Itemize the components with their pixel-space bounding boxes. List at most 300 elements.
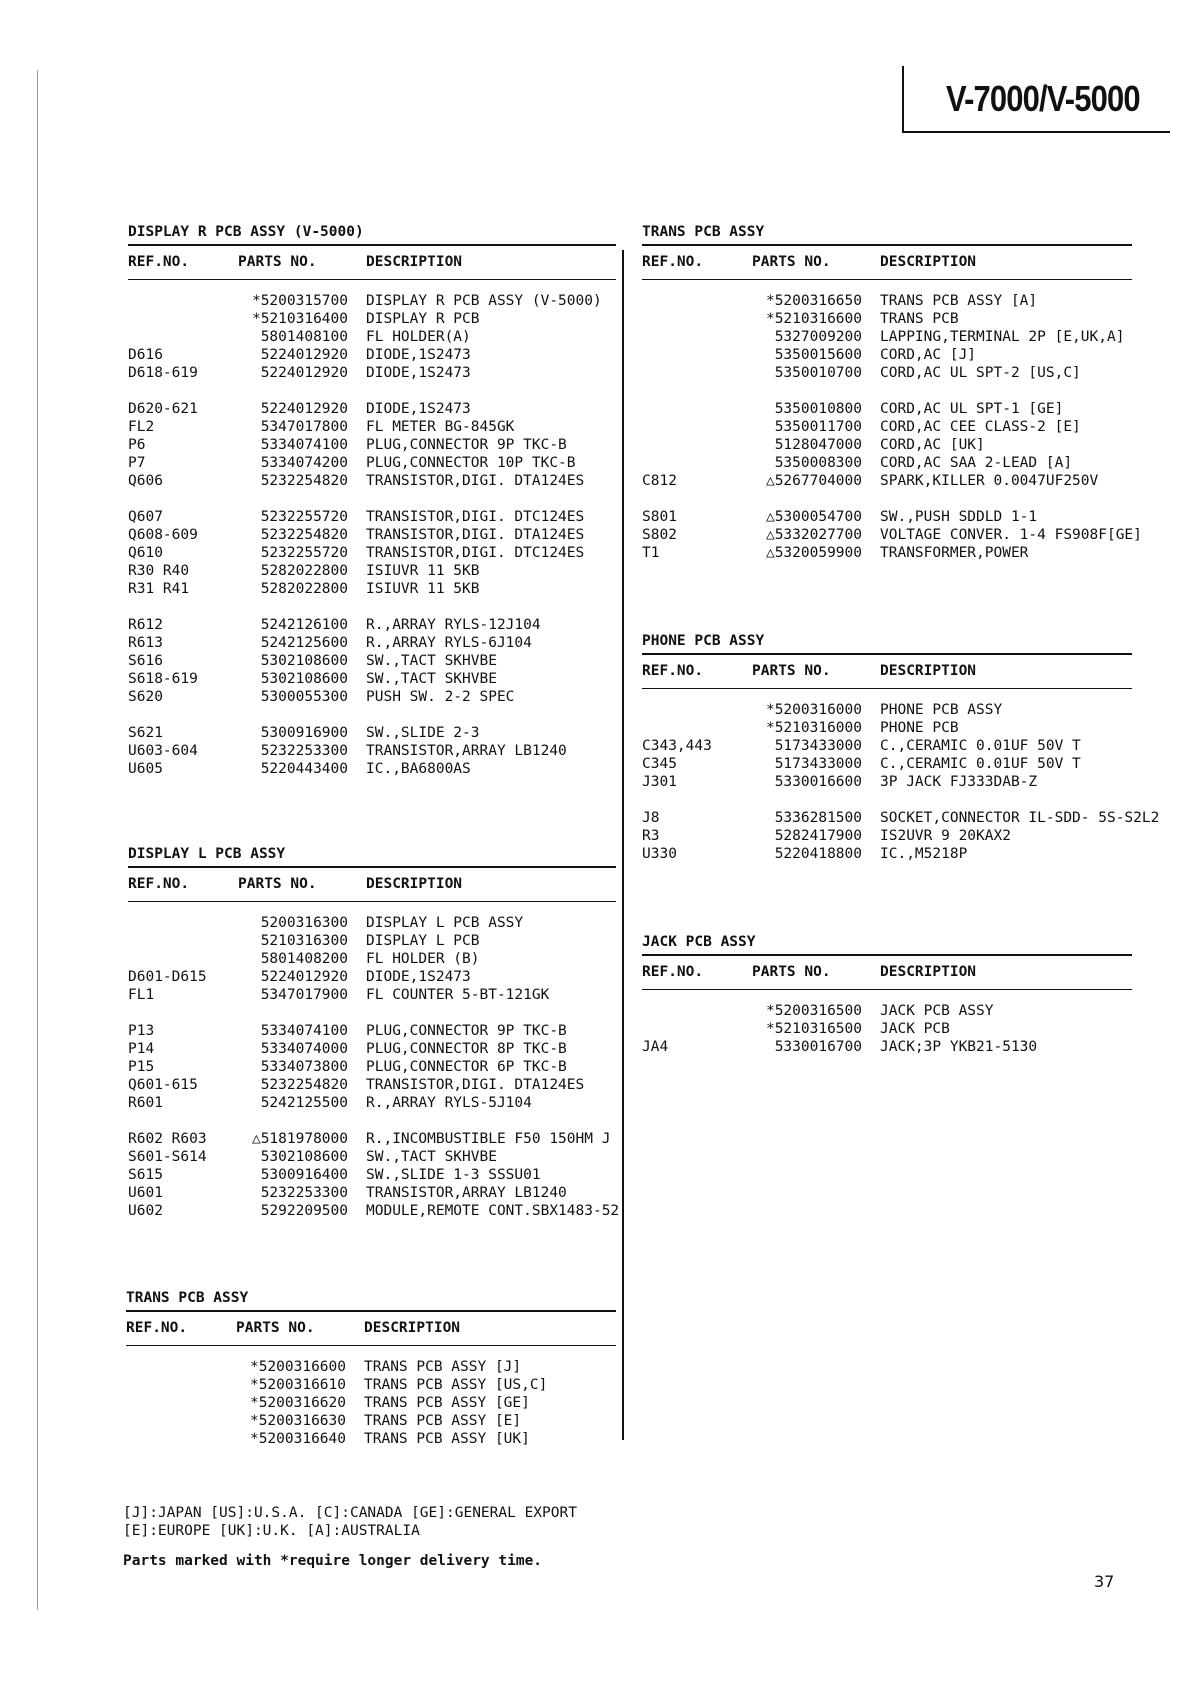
parts-no: *5200315700 bbox=[251, 293, 348, 309]
description: DIODE,1S2473 bbox=[366, 347, 471, 363]
parts-no: 5302108600 bbox=[260, 1149, 348, 1165]
table-row bbox=[128, 292, 616, 310]
table-row bbox=[128, 670, 616, 688]
section-title: PHONE PCB ASSY bbox=[642, 633, 765, 649]
jack-section bbox=[642, 930, 1132, 1056]
parts-no: 5336281500 bbox=[774, 810, 862, 826]
ref-no: U602 bbox=[128, 1203, 163, 1219]
col-parts-header: PARTS NO. bbox=[238, 254, 317, 270]
description: CORD,AC UL SPT-1 [GE] bbox=[880, 401, 1064, 417]
col-ref-header: REF.NO. bbox=[642, 964, 704, 980]
table-row bbox=[642, 701, 1132, 719]
table-row bbox=[128, 634, 616, 652]
table-header bbox=[642, 246, 1132, 280]
column-divider bbox=[622, 250, 624, 1440]
parts-no: 5242125600 bbox=[260, 635, 348, 651]
table-row bbox=[128, 562, 616, 580]
description: TRANS PCB ASSY [GE] bbox=[364, 1395, 530, 1411]
parts-no: 5282022800 bbox=[260, 563, 348, 579]
table-row bbox=[126, 1376, 616, 1394]
table-row bbox=[128, 616, 616, 634]
parts-no: 5334073800 bbox=[260, 1059, 348, 1075]
description: JACK PCB ASSY bbox=[880, 1003, 994, 1019]
phone-section bbox=[642, 629, 1160, 863]
table-row bbox=[128, 508, 616, 526]
parts-no: 5334074100 bbox=[260, 1023, 348, 1039]
ref-no: D616 bbox=[128, 347, 163, 363]
ref-no: T1 bbox=[642, 545, 660, 561]
parts-no: 5232254820 bbox=[260, 473, 348, 489]
col-ref-header: REF.NO. bbox=[642, 254, 704, 270]
description: PLUG,CONNECTOR 9P TKC-B bbox=[366, 437, 567, 453]
table-row bbox=[642, 755, 1132, 773]
ref-no: D618-619 bbox=[128, 365, 198, 381]
table-row bbox=[642, 508, 1132, 526]
description: SW.,TACT SKHVBE bbox=[366, 653, 497, 669]
parts-rows bbox=[126, 1346, 616, 1448]
parts-no: 5302108600 bbox=[260, 671, 348, 687]
description: TRANS PCB ASSY [J] bbox=[364, 1359, 522, 1375]
parts-no: *5200316610 bbox=[249, 1377, 346, 1393]
parts-no: 5302108600 bbox=[260, 653, 348, 669]
table-row bbox=[642, 845, 1132, 863]
description: SW.,SLIDE 2-3 bbox=[366, 725, 480, 741]
parts-no: 5282022800 bbox=[260, 581, 348, 597]
ref-no: U605 bbox=[128, 761, 163, 777]
ref-no bbox=[128, 914, 224, 932]
table-row bbox=[128, 1058, 616, 1076]
col-parts-header: PARTS NO. bbox=[752, 663, 831, 679]
table-row bbox=[128, 436, 616, 454]
parts-no: 5347017900 bbox=[260, 987, 348, 1003]
col-parts-header: PARTS NO. bbox=[238, 876, 317, 892]
ref-no bbox=[642, 364, 738, 382]
description: TRANSISTOR,DIGI. DTC124ES bbox=[366, 545, 585, 561]
table-header bbox=[128, 246, 616, 280]
ref-no bbox=[126, 1376, 222, 1394]
table-row bbox=[128, 986, 616, 1004]
delivery-note: Parts marked with *require longer delivery time. bbox=[123, 1553, 543, 1569]
description: TRANSFORMER,POWER bbox=[880, 545, 1029, 561]
description: PLUG,CONNECTOR 10P TKC-B bbox=[366, 455, 576, 471]
col-ref-header: REF.NO. bbox=[642, 663, 704, 679]
table-row bbox=[642, 310, 1132, 328]
parts-no: 5173433000 bbox=[774, 756, 862, 772]
description: TRANSISTOR,ARRAY LB1240 bbox=[366, 1185, 567, 1201]
ref-no: C345 bbox=[642, 756, 677, 772]
table-row bbox=[128, 418, 616, 436]
description: TRANS PCB ASSY [UK] bbox=[364, 1431, 530, 1447]
parts-no: *5210316500 bbox=[765, 1021, 862, 1037]
parts-no: △5320059900 bbox=[765, 545, 862, 561]
parts-rows bbox=[642, 689, 1160, 863]
table-row bbox=[128, 544, 616, 562]
parts-no: 5232255720 bbox=[260, 509, 348, 525]
description: TRANSISTOR,DIGI. DTA124ES bbox=[366, 527, 585, 543]
parts-no: 5330016600 bbox=[774, 774, 862, 790]
table-row bbox=[642, 809, 1160, 827]
ref-no: D601-D615 bbox=[128, 969, 207, 985]
ref-no bbox=[128, 328, 224, 346]
ref-no: S802 bbox=[642, 527, 677, 543]
col-parts-header: PARTS NO. bbox=[236, 1320, 315, 1336]
section-title: JACK PCB ASSY bbox=[642, 934, 756, 950]
parts-no: 5242126100 bbox=[260, 617, 348, 633]
parts-no: 5801408100 bbox=[260, 329, 348, 345]
ref-no: JA4 bbox=[642, 1039, 669, 1055]
parts-no: 5347017800 bbox=[260, 419, 348, 435]
description: FL HOLDER (B) bbox=[366, 951, 480, 967]
ref-no: S601-S614 bbox=[128, 1149, 207, 1165]
table-header bbox=[126, 1312, 616, 1346]
parts-no: 5232253300 bbox=[260, 1185, 348, 1201]
description: CORD,AC UL SPT-2 [US,C] bbox=[880, 365, 1081, 381]
ref-no: Q601-615 bbox=[128, 1077, 198, 1093]
left-margin-rule bbox=[37, 70, 38, 1610]
ref-no: D620-621 bbox=[128, 401, 198, 417]
table-row bbox=[642, 1020, 1132, 1038]
legend-line: [E]:EUROPE [UK]:U.K. [A]:AUSTRALIA bbox=[123, 1523, 420, 1539]
table-row bbox=[642, 827, 1132, 845]
table-row bbox=[642, 719, 1132, 737]
ref-no: C812 bbox=[642, 473, 677, 489]
parts-no: 5300916400 bbox=[260, 1167, 348, 1183]
table-row bbox=[128, 472, 616, 490]
table-row bbox=[128, 400, 616, 418]
ref-no bbox=[642, 346, 738, 364]
ref-no bbox=[126, 1430, 222, 1448]
parts-no: 5232253300 bbox=[260, 743, 348, 759]
description: CORD,AC SAA 2-LEAD [A] bbox=[880, 455, 1073, 471]
trans-left-section bbox=[126, 1286, 616, 1448]
ref-no: R613 bbox=[128, 635, 163, 651]
ref-no bbox=[642, 418, 738, 436]
description: FL METER BG-845GK bbox=[366, 419, 515, 435]
description: CORD,AC [J] bbox=[880, 347, 977, 363]
table-row bbox=[128, 364, 616, 382]
table-row bbox=[642, 526, 1142, 544]
parts-no: 5242125500 bbox=[260, 1095, 348, 1111]
ref-no: U601 bbox=[128, 1185, 163, 1201]
table-row bbox=[128, 1076, 616, 1094]
col-ref-header: REF.NO. bbox=[128, 876, 190, 892]
ref-no: S801 bbox=[642, 509, 677, 525]
table-row bbox=[128, 724, 616, 742]
col-parts-header: PARTS NO. bbox=[752, 964, 831, 980]
legend-line: [J]:JAPAN [US]:U.S.A. [C]:CANADA [GE]:GENERAL EXPORT bbox=[123, 1505, 577, 1521]
description: FL HOLDER(A) bbox=[366, 329, 471, 345]
table-row bbox=[126, 1430, 616, 1448]
description: DIODE,1S2473 bbox=[366, 365, 471, 381]
table-row bbox=[642, 472, 1132, 490]
parts-rows bbox=[128, 902, 620, 1220]
ref-no bbox=[642, 719, 738, 737]
description: PHONE PCB ASSY bbox=[880, 702, 1003, 718]
parts-no: *5210316400 bbox=[251, 311, 348, 327]
parts-no: 5173433000 bbox=[774, 738, 862, 754]
parts-no: 5282417900 bbox=[774, 828, 862, 844]
description: TRANSISTOR,DIGI. DTC124ES bbox=[366, 509, 585, 525]
ref-no: S620 bbox=[128, 689, 163, 705]
table-row bbox=[128, 760, 616, 778]
ref-no: Q608-609 bbox=[128, 527, 198, 543]
parts-no: 5292209500 bbox=[260, 1203, 348, 1219]
description: SW.,PUSH SDDLD 1-1 bbox=[880, 509, 1038, 525]
description: SOCKET,CONNECTOR IL-SDD- 5S-S2L2 bbox=[880, 810, 1160, 826]
ref-no bbox=[642, 701, 738, 719]
table-row bbox=[126, 1394, 616, 1412]
table-row bbox=[128, 1166, 616, 1184]
description: DIODE,1S2473 bbox=[366, 401, 471, 417]
parts-no: 5224012920 bbox=[260, 365, 348, 381]
ref-no bbox=[126, 1358, 222, 1376]
ref-no bbox=[128, 310, 224, 328]
parts-no: 5334074200 bbox=[260, 455, 348, 471]
parts-no: 5220418800 bbox=[774, 846, 862, 862]
parts-no: 5350011700 bbox=[774, 419, 862, 435]
parts-no: *5200316620 bbox=[249, 1395, 346, 1411]
ref-no: FL2 bbox=[128, 419, 155, 435]
parts-no: 5334074100 bbox=[260, 437, 348, 453]
description: VOLTAGE CONVER. 1-4 FS908F[GE] bbox=[880, 527, 1142, 543]
col-desc-header: DESCRIPTION bbox=[880, 254, 977, 270]
parts-no: 5350008300 bbox=[774, 455, 862, 471]
description: JACK PCB bbox=[880, 1021, 950, 1037]
ref-no: J301 bbox=[642, 774, 677, 790]
description: IC.,BA6800AS bbox=[366, 761, 471, 777]
ref-no: P15 bbox=[128, 1059, 155, 1075]
table-row bbox=[642, 773, 1132, 791]
ref-no: U330 bbox=[642, 846, 677, 862]
description: TRANS PCB ASSY [E] bbox=[364, 1413, 522, 1429]
description: PHONE PCB bbox=[880, 720, 959, 736]
parts-no: 5801408200 bbox=[260, 951, 348, 967]
description: CORD,AC CEE CLASS-2 [E] bbox=[880, 419, 1081, 435]
parts-no: △5300054700 bbox=[765, 509, 862, 525]
description: DISPLAY L PCB bbox=[366, 933, 480, 949]
table-row bbox=[128, 932, 616, 950]
col-desc-header: DESCRIPTION bbox=[366, 254, 463, 270]
description: DIODE,1S2473 bbox=[366, 969, 471, 985]
parts-no: 5210316300 bbox=[260, 933, 348, 949]
col-ref-header: REF.NO. bbox=[128, 254, 190, 270]
ref-no: Q606 bbox=[128, 473, 163, 489]
description: TRANSISTOR,DIGI. DTA124ES bbox=[366, 1077, 585, 1093]
parts-no: △5267704000 bbox=[765, 473, 862, 489]
description: PLUG,CONNECTOR 9P TKC-B bbox=[366, 1023, 567, 1039]
parts-no: *5200316630 bbox=[249, 1413, 346, 1429]
table-row bbox=[642, 1038, 1132, 1056]
table-row bbox=[642, 346, 1132, 364]
table-row bbox=[128, 1022, 616, 1040]
ref-no: S615 bbox=[128, 1167, 163, 1183]
ref-no bbox=[128, 950, 224, 968]
description: DISPLAY R PCB ASSY (V-5000) bbox=[366, 293, 602, 309]
parts-no: 5128047000 bbox=[774, 437, 862, 453]
ref-no: C343,443 bbox=[642, 738, 712, 754]
parts-no: 5224012920 bbox=[260, 969, 348, 985]
description: SW.,TACT SKHVBE bbox=[366, 671, 497, 687]
parts-no: *5200316500 bbox=[765, 1003, 862, 1019]
ref-no bbox=[128, 292, 224, 310]
ref-no: P13 bbox=[128, 1023, 155, 1039]
table-row bbox=[126, 1358, 616, 1376]
table-header bbox=[128, 868, 616, 902]
description: 3P JACK FJ333DAB-Z bbox=[880, 774, 1038, 790]
ref-no: P14 bbox=[128, 1041, 155, 1057]
ref-no bbox=[642, 1002, 738, 1020]
table-row bbox=[642, 364, 1132, 382]
parts-no: *5200316640 bbox=[249, 1431, 346, 1447]
ref-no: R30 R40 bbox=[128, 563, 190, 579]
ref-no: U603-604 bbox=[128, 743, 198, 759]
table-row bbox=[642, 400, 1132, 418]
display-r-section bbox=[128, 220, 616, 778]
table-row bbox=[128, 1094, 616, 1112]
table-row bbox=[642, 418, 1132, 436]
parts-no: 5350010800 bbox=[774, 401, 862, 417]
description: SW.,SLIDE 1-3 SSSU01 bbox=[366, 1167, 541, 1183]
ref-no: S621 bbox=[128, 725, 163, 741]
ref-no: P6 bbox=[128, 437, 146, 453]
description: TRANS PCB ASSY [US,C] bbox=[364, 1377, 548, 1393]
parts-no: 5200316300 bbox=[260, 915, 348, 931]
section-title: TRANS PCB ASSY bbox=[126, 1290, 249, 1306]
table-row bbox=[128, 454, 616, 472]
table-row bbox=[642, 454, 1132, 472]
ref-no bbox=[642, 454, 738, 472]
ref-no: R612 bbox=[128, 617, 163, 633]
ref-no: Q610 bbox=[128, 545, 163, 561]
parts-no: 5334074000 bbox=[260, 1041, 348, 1057]
description: TRANSISTOR,DIGI. DTA124ES bbox=[366, 473, 585, 489]
ref-no bbox=[642, 436, 738, 454]
ref-no: R3 bbox=[642, 828, 660, 844]
region-legend bbox=[123, 1504, 577, 1540]
table-row bbox=[642, 544, 1132, 562]
parts-no: 5330016700 bbox=[774, 1039, 862, 1055]
ref-no: R602 R603 bbox=[128, 1131, 207, 1147]
parts-no: △5181978000 bbox=[251, 1131, 348, 1147]
parts-no: △5332027700 bbox=[765, 527, 862, 543]
description: MODULE,REMOTE CONT.SBX1483-52 bbox=[366, 1203, 620, 1219]
table-row bbox=[128, 328, 616, 346]
table-row bbox=[128, 1202, 620, 1220]
description: TRANS PCB ASSY [A] bbox=[880, 293, 1038, 309]
col-desc-header: DESCRIPTION bbox=[880, 663, 977, 679]
description: PLUG,CONNECTOR 8P TKC-B bbox=[366, 1041, 567, 1057]
ref-no bbox=[642, 1020, 738, 1038]
ref-no: J8 bbox=[642, 810, 660, 826]
description: PUSH SW. 2-2 SPEC bbox=[366, 689, 515, 705]
description: CORD,AC [UK] bbox=[880, 437, 985, 453]
table-row bbox=[642, 737, 1132, 755]
table-row bbox=[128, 580, 616, 598]
parts-no: 5300055300 bbox=[260, 689, 348, 705]
description: PLUG,CONNECTOR 6P TKC-B bbox=[366, 1059, 567, 1075]
description: R.,INCOMBUSTIBLE F50 150HM J bbox=[366, 1131, 611, 1147]
description: IC.,M5218P bbox=[880, 846, 968, 862]
parts-rows bbox=[128, 280, 616, 778]
col-desc-header: DESCRIPTION bbox=[364, 1320, 461, 1336]
ref-no: R31 R41 bbox=[128, 581, 190, 597]
table-row bbox=[128, 1148, 616, 1166]
parts-no: *5200316650 bbox=[765, 293, 862, 309]
table-row bbox=[128, 652, 616, 670]
parts-no: 5232254820 bbox=[260, 527, 348, 543]
parts-no: *5210316600 bbox=[765, 311, 862, 327]
description: R.,ARRAY RYLS-12J104 bbox=[366, 617, 541, 633]
parts-no: 5224012920 bbox=[260, 347, 348, 363]
ref-no bbox=[126, 1394, 222, 1412]
ref-no bbox=[642, 292, 738, 310]
table-row bbox=[128, 914, 616, 932]
ref-no bbox=[642, 328, 738, 346]
display-l-section bbox=[128, 842, 620, 1220]
table-row bbox=[128, 950, 616, 968]
table-row bbox=[128, 346, 616, 364]
table-row bbox=[128, 1130, 616, 1148]
ref-no: FL1 bbox=[128, 987, 155, 1003]
trans-right-section bbox=[642, 220, 1142, 562]
description: JACK;3P YKB21-5130 bbox=[880, 1039, 1038, 1055]
description: C.,CERAMIC 0.01UF 50V T bbox=[880, 756, 1081, 772]
section-title: TRANS PCB ASSY bbox=[642, 224, 765, 240]
table-row bbox=[128, 1040, 616, 1058]
ref-no: S616 bbox=[128, 653, 163, 669]
table-row bbox=[128, 526, 616, 544]
ref-no: S618-619 bbox=[128, 671, 198, 687]
parts-no: 5350015600 bbox=[774, 347, 862, 363]
parts-no: 5300916900 bbox=[260, 725, 348, 741]
ref-no bbox=[126, 1412, 222, 1430]
description: TRANSISTOR,ARRAY LB1240 bbox=[366, 743, 567, 759]
table-row bbox=[126, 1412, 616, 1430]
description: TRANS PCB bbox=[880, 311, 959, 327]
table-row bbox=[128, 1184, 616, 1202]
parts-rows bbox=[642, 990, 1132, 1056]
ref-no bbox=[128, 932, 224, 950]
table-row bbox=[642, 328, 1132, 346]
table-row bbox=[642, 1002, 1132, 1020]
description: IS2UVR 9 20KAX2 bbox=[880, 828, 1011, 844]
parts-rows bbox=[642, 280, 1142, 562]
description: LAPPING,TERMINAL 2P [E,UK,A] bbox=[880, 329, 1125, 345]
ref-no: R601 bbox=[128, 1095, 163, 1111]
model-title: V-7000/V-5000 bbox=[946, 78, 1140, 119]
parts-no: 5232255720 bbox=[260, 545, 348, 561]
description: FL COUNTER 5-BT-121GK bbox=[366, 987, 550, 1003]
header-divider-horizontal bbox=[902, 131, 1170, 133]
table-row bbox=[128, 742, 616, 760]
col-desc-header: DESCRIPTION bbox=[366, 876, 463, 892]
description: R.,ARRAY RYLS-5J104 bbox=[366, 1095, 532, 1111]
description: C.,CERAMIC 0.01UF 50V T bbox=[880, 738, 1081, 754]
description: R.,ARRAY RYLS-6J104 bbox=[366, 635, 532, 651]
table-header bbox=[642, 956, 1132, 990]
ref-no bbox=[642, 400, 738, 418]
parts-no: 5232254820 bbox=[260, 1077, 348, 1093]
parts-no: *5210316000 bbox=[765, 720, 862, 736]
header-divider-vertical bbox=[902, 66, 904, 132]
description: DISPLAY L PCB ASSY bbox=[366, 915, 524, 931]
col-ref-header: REF.NO. bbox=[126, 1320, 188, 1336]
parts-no: 5350010700 bbox=[774, 365, 862, 381]
col-desc-header: DESCRIPTION bbox=[880, 964, 977, 980]
col-parts-header: PARTS NO. bbox=[752, 254, 831, 270]
table-header bbox=[642, 655, 1132, 689]
ref-no bbox=[642, 310, 738, 328]
